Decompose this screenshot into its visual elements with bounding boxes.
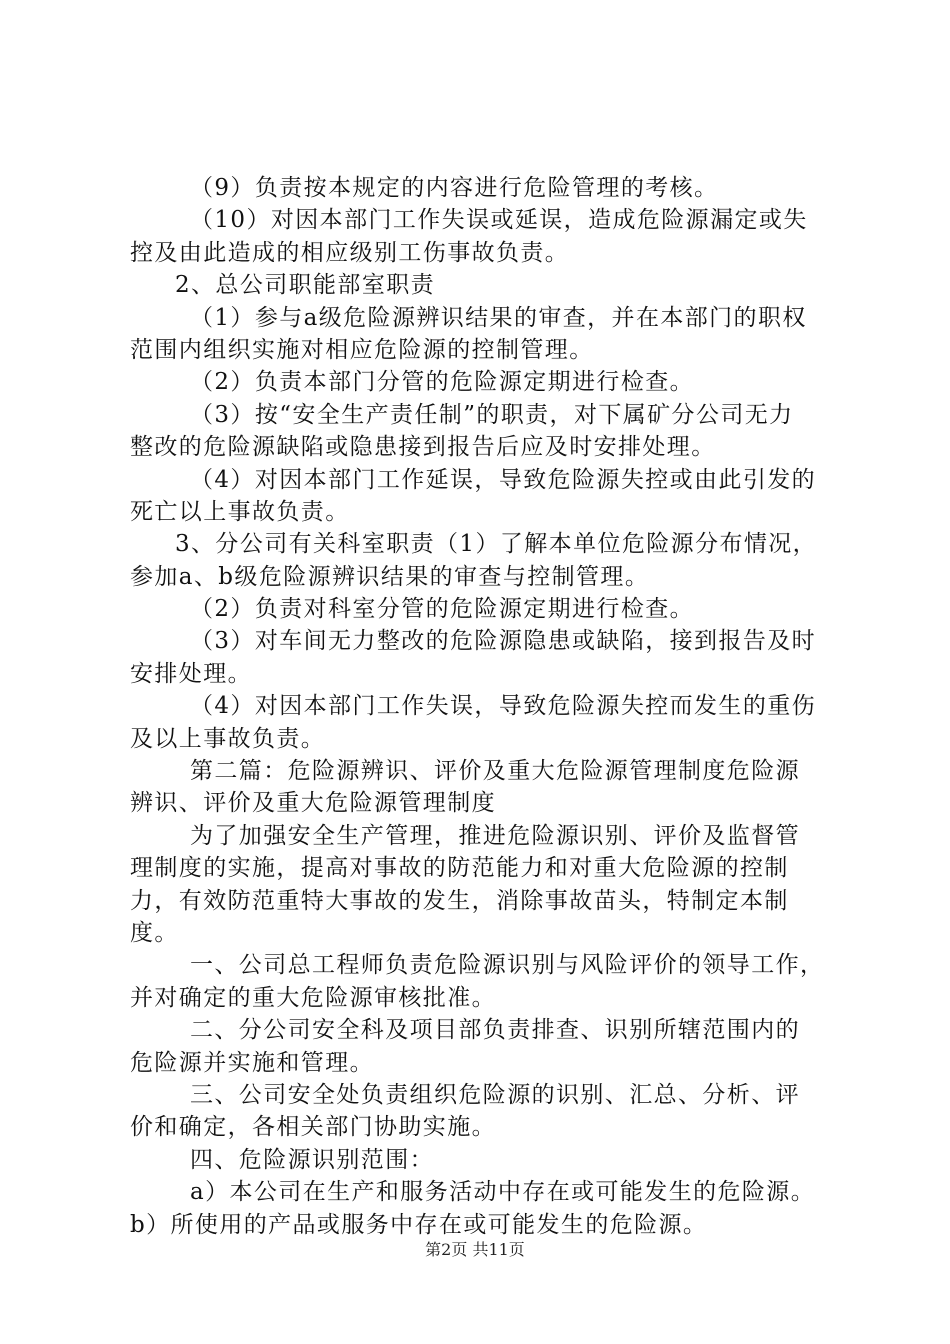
text-line: 力，有效防范重特大事故的发生，消除事故苗头，特制定本制 <box>130 887 789 914</box>
text-line: 并对确定的重大危险源审核批准。 <box>130 984 496 1011</box>
text-line: （9）负责按本规定的内容进行危险管理的考核。 <box>190 175 719 201</box>
text-line: 整改的危险源缺陷或隐患接到报告后应及时安排处理。 <box>130 434 716 461</box>
text-line: （2）负责本部门分管的危险源定期进行检查。 <box>190 369 695 396</box>
text-line: （10）对因本部门工作失误或延误，造成危险源漏定或失 <box>190 207 808 234</box>
chapter-heading: 辨识、评价及重大危险源管理制度 <box>130 790 496 817</box>
text-line: 死亡以上事故负责。 <box>130 498 350 525</box>
text-line: 理制度的实施，提高对事故的防范能力和对重大危险源的控制 <box>130 855 789 882</box>
text-line: 二、分公司安全科及项目部负责排查、识别所辖范围内的 <box>190 1017 800 1044</box>
text-line: 危险源并实施和管理。 <box>130 1049 374 1076</box>
text-line: （2）负责对科室分管的危险源定期进行检查。 <box>190 596 695 623</box>
section-heading: 3、分公司有关科室职责（1）了解本单位危险源分布情况， <box>175 531 818 558</box>
text-line: a）本公司在生产和服务活动中存在或可能发生的危险源。 <box>190 1179 816 1206</box>
text-line: （4）对因本部门工作失误，导致危险源失控而发生的重伤 <box>190 693 817 720</box>
text-line: 为了加强安全生产管理，推进危险源识别、评价及监督管 <box>190 822 800 849</box>
text-line: 范围内组织实施对相应危险源的控制管理。 <box>130 336 594 363</box>
text-line: （4）对因本部门工作延误，导致危险源失控或由此引发的 <box>190 466 817 493</box>
text-line: 安排处理。 <box>130 660 252 687</box>
chapter-heading: 第二篇：危险源辨识、评价及重大危险源管理制度危险源 <box>190 758 800 785</box>
text-line: 度。 <box>130 919 179 946</box>
text-line: 一、公司总工程师负责危险源识别与风险评价的领导工作， <box>190 952 825 979</box>
page-number: 第2页 共11页 <box>425 1240 525 1259</box>
text-line: 控及由此造成的相应级别工伤事故负责。 <box>130 239 570 266</box>
section-heading: 2、总公司职能部室职责 <box>175 272 436 299</box>
text-line: 价和确定，各相关部门协助实施。 <box>130 1114 496 1141</box>
document-body <box>130 172 830 1241</box>
text-line: 及以上事故负责。 <box>130 725 326 752</box>
text-line: （3）对车间无力整改的危险源隐患或缺陷，接到报告及时 <box>190 628 817 655</box>
text-line: （1）参与a级危险源辨识结果的审查，并在本部门的职权 <box>190 304 807 331</box>
text-line: b）所使用的产品或服务中存在或可能发生的危险源。 <box>130 1211 708 1238</box>
text-line: 三、公司安全处负责组织危险源的识别、汇总、分析、评 <box>190 1081 800 1108</box>
text-line: 参加a、b级危险源辨识结果的审查与控制管理。 <box>130 563 650 590</box>
text-line: （3）按“安全生产责任制”的职责，对下属矿分公司无力 <box>190 401 794 428</box>
text-line: 四、危险源识别范围： <box>190 1146 434 1173</box>
